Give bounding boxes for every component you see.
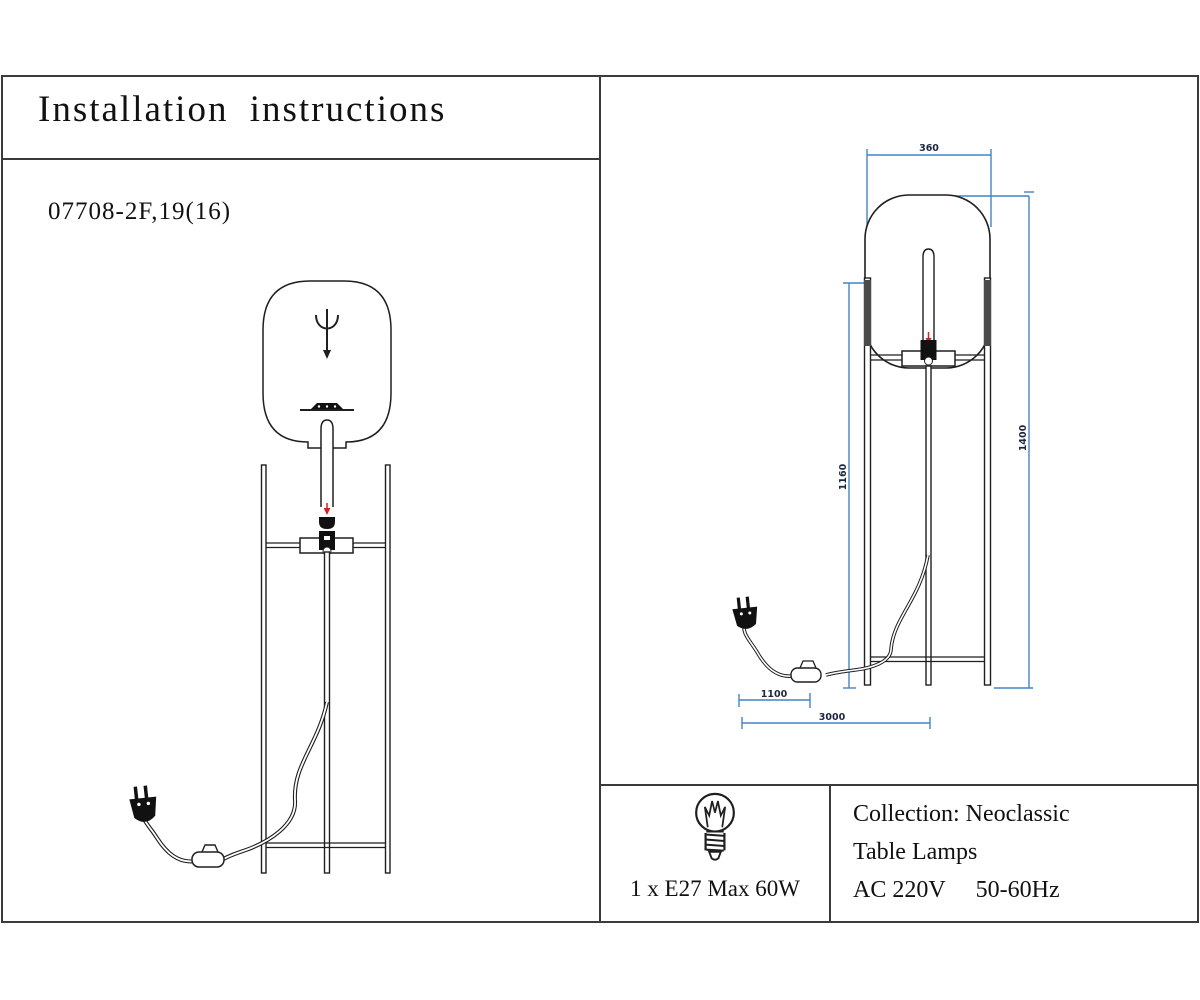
left-rail-sleeve bbox=[864, 280, 871, 346]
power-cord bbox=[142, 702, 327, 861]
power-line bbox=[853, 877, 1197, 904]
title-separator-line bbox=[1, 158, 600, 160]
screw-direction-icon bbox=[316, 309, 338, 359]
inline-switch-icon bbox=[791, 661, 821, 682]
dim-cord-length: 3000 bbox=[818, 712, 846, 723]
tube-bulb bbox=[321, 420, 333, 507]
exploded-view-drawing bbox=[80, 260, 480, 900]
dim-frame-height: 1160 bbox=[838, 463, 849, 491]
left-rail bbox=[262, 465, 267, 873]
right-rail bbox=[386, 465, 391, 873]
collection-line: Collection: Neoclassic bbox=[853, 801, 1070, 828]
dim-total-height: 1400 bbox=[1018, 424, 1029, 452]
tube-bulb bbox=[923, 249, 934, 341]
power-voltage: AC 220V bbox=[853, 876, 946, 903]
bulb-cap bbox=[319, 517, 335, 529]
power-plug-icon bbox=[731, 596, 759, 630]
type-line: Table Lamps bbox=[853, 838, 978, 865]
power-frequency: 50-60Hz bbox=[975, 876, 1060, 903]
bulb-spec-label: 1 x E27 Max 60W bbox=[630, 876, 800, 901]
inline-switch-icon bbox=[192, 845, 224, 867]
right-rail-sleeve bbox=[984, 280, 991, 346]
dim-shade-width: 360 bbox=[919, 143, 939, 154]
dim-plug-to-switch: 1100 bbox=[760, 689, 788, 700]
collection-info-box bbox=[831, 786, 1197, 919]
power-plug-icon bbox=[128, 785, 159, 824]
center-pole bbox=[926, 366, 931, 685]
shade-collar-detail bbox=[300, 403, 354, 410]
page-title: Installation instructions bbox=[38, 89, 447, 130]
dimensioned-drawing bbox=[620, 130, 1100, 750]
bulb-spec-box bbox=[601, 786, 829, 919]
power-cord bbox=[744, 555, 928, 676]
model-number: 07708-2F,19(16) bbox=[48, 198, 232, 225]
incandescent-bulb-icon bbox=[686, 792, 744, 874]
